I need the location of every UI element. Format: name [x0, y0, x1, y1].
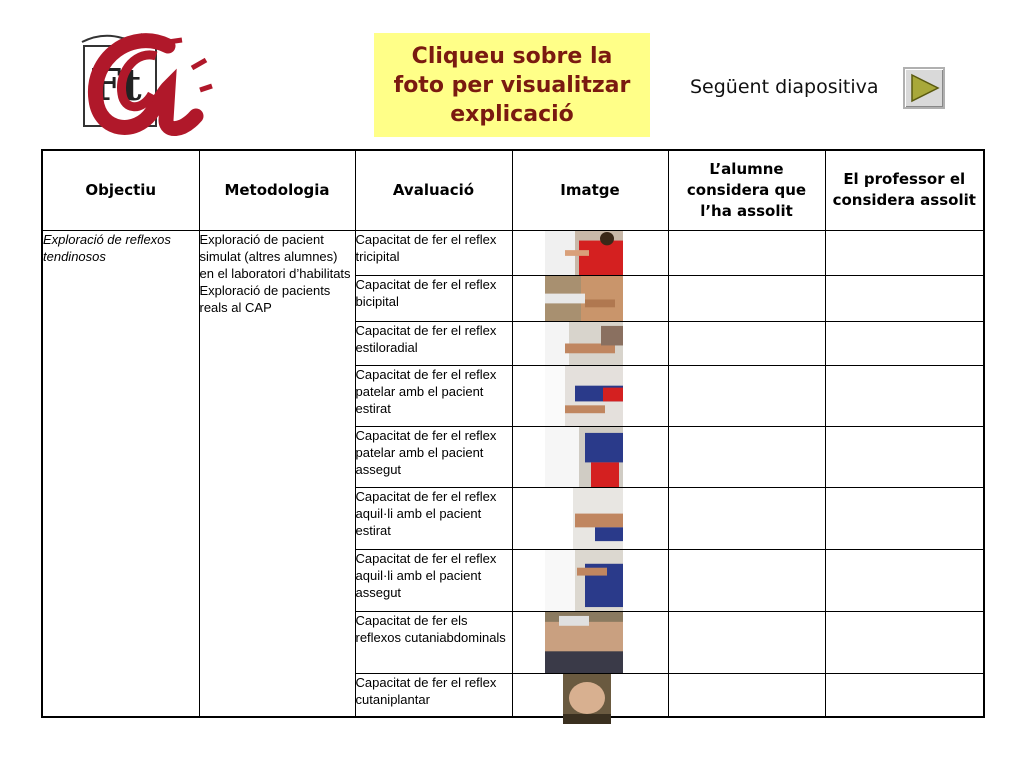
avaluacio-cell: Capacitat de fer el reflex cutaniplantar [355, 673, 512, 717]
competencies-table [41, 149, 985, 718]
alumne-check-cell[interactable] [668, 365, 825, 426]
logo-emblem-icon [72, 28, 218, 138]
professor-check-cell[interactable] [825, 426, 984, 487]
image-cell [512, 426, 668, 487]
avaluacio-cell: Capacitat de fer el reflex aquil·li amb el pacient estirat [355, 487, 512, 549]
header-objectiu: Objectiu [42, 150, 199, 230]
photo-thumbnail[interactable] [545, 427, 623, 487]
next-slide-label[interactable]: Següent diapositiva [690, 76, 879, 98]
image-cell [512, 487, 668, 549]
photo-thumbnail[interactable] [545, 366, 623, 426]
professor-check-cell[interactable] [825, 611, 984, 673]
image-cell [512, 321, 668, 365]
photo-thumbnail[interactable] [545, 322, 623, 365]
avaluacio-cell: Capacitat de fer el reflex patelar amb el pacient assegut [355, 426, 512, 487]
image-cell [512, 611, 668, 673]
image-cell [512, 275, 668, 321]
professor-check-cell[interactable] [825, 487, 984, 549]
avaluacio-cell: Capacitat de fer els reflexos cutaniabdominals [355, 611, 512, 673]
photo-aquili-assegut [545, 550, 623, 611]
professor-check-cell[interactable] [825, 365, 984, 426]
photo-thumbnail[interactable] [545, 488, 623, 549]
image-cell [512, 365, 668, 426]
photo-aquili-estirat [545, 488, 623, 549]
header-imatge: Imatge [512, 150, 668, 230]
objectiu-cell: Exploració de reflexos tendinosos [42, 230, 199, 717]
table-row [42, 230, 984, 275]
photo-thumbnail[interactable] [545, 550, 623, 611]
photo-patelar-estirat [545, 366, 623, 426]
photo-bicipital [545, 276, 623, 321]
avaluacio-cell: Capacitat de fer el reflex tricipital [355, 230, 512, 275]
photo-thumbnail[interactable] [545, 612, 623, 673]
next-slide-button[interactable] [903, 67, 945, 109]
professor-check-cell[interactable] [825, 230, 984, 275]
photo-thumbnail[interactable] [563, 674, 611, 724]
alumne-check-cell[interactable] [668, 426, 825, 487]
photo-tricipital [545, 231, 623, 275]
avaluacio-cell: Capacitat de fer el reflex patelar amb el pacient estirat [355, 365, 512, 426]
image-cell [512, 673, 668, 717]
photo-patelar-assegut [545, 427, 623, 487]
avaluacio-cell: Capacitat de fer el reflex estiloradial [355, 321, 512, 365]
alumne-check-cell[interactable] [668, 673, 825, 717]
photo-cutaniabdominals [545, 612, 623, 673]
professor-check-cell[interactable] [825, 321, 984, 365]
header-metodologia: Metodologia [199, 150, 355, 230]
image-cell [512, 230, 668, 275]
alumne-check-cell[interactable] [668, 549, 825, 611]
header-avaluacio: Avaluació [355, 150, 512, 230]
table-header-row [42, 150, 984, 230]
avaluacio-cell: Capacitat de fer el reflex bicipital [355, 275, 512, 321]
photo-cutaniplantar [563, 674, 611, 724]
svg-text:Ft: Ft [90, 60, 142, 111]
instruction-box: Cliqueu sobre la foto per visualitzar explicació [374, 33, 650, 137]
avaluacio-cell: Capacitat de fer el reflex aquil·li amb el pacient assegut [355, 549, 512, 611]
header-alumne-assolit: L’alumne considera que l’ha assolit [668, 150, 825, 230]
alumne-check-cell[interactable] [668, 487, 825, 549]
photo-thumbnail[interactable] [545, 231, 623, 275]
alumne-check-cell[interactable] [668, 611, 825, 673]
photo-thumbnail[interactable] [545, 276, 623, 321]
alumne-check-cell[interactable] [668, 275, 825, 321]
alumne-check-cell[interactable] [668, 230, 825, 275]
professor-check-cell[interactable] [825, 275, 984, 321]
professor-check-cell[interactable] [825, 673, 984, 717]
header-professor-assolit: El professor el considera assolit [825, 150, 984, 230]
alumne-check-cell[interactable] [668, 321, 825, 365]
metodologia-cell: Exploració de pacient simulat (altres alumnes) en el laboratori d’habilitats Exploració de pacients reals al CAP [199, 230, 355, 717]
image-cell [512, 549, 668, 611]
university-logo [72, 28, 218, 138]
photo-estiloradial [545, 322, 623, 365]
professor-check-cell[interactable] [825, 549, 984, 611]
play-arrow-icon [910, 73, 940, 103]
